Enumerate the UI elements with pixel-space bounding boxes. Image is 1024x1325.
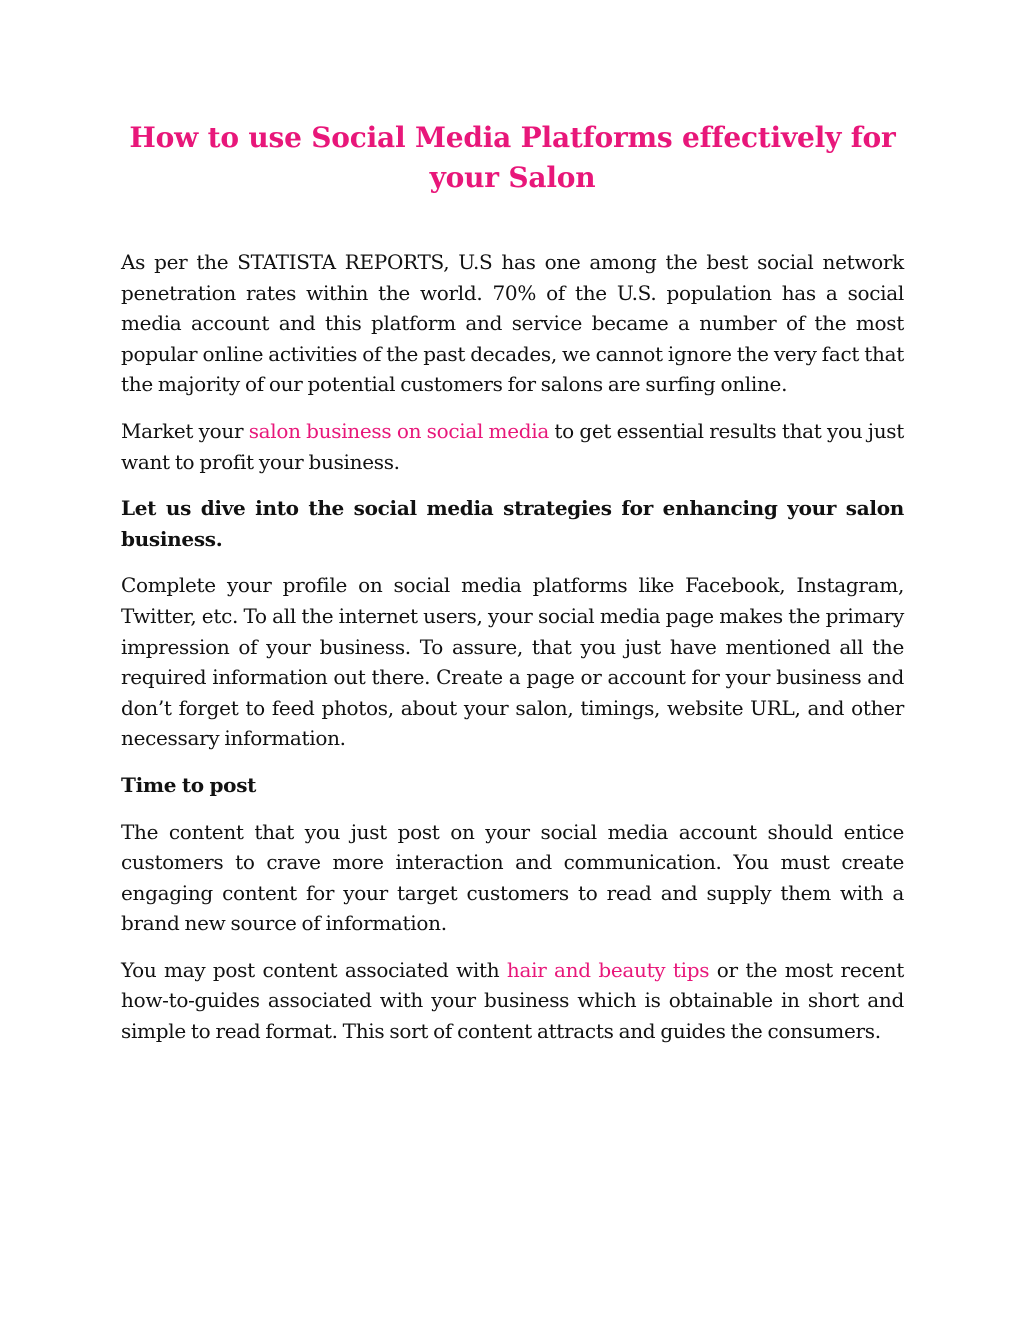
market-text-after: to get essential results that you just want to profit your business. — [121, 418, 904, 474]
document-page — [121, 0, 904, 1047]
intro-paragraph: As per the STATISTA REPORTS, U.S has one among the best social network penetration rates within the world. 70% of the U.S. population has a social media account and this platform and service became a number of the most popular online activities of the past decades, we cannot ignore the very fact that the majority of our potential customers for salons are surfing online. — [121, 250, 904, 397]
hair-beauty-tips-link[interactable]: hair and beauty tips — [506, 957, 710, 982]
salon-business-link[interactable]: salon business on social media — [248, 418, 549, 443]
document-title: How to use Social Media Platforms effectively for your Salon — [129, 121, 896, 194]
tips-text-after: or the most recent how-to-guides associated with your business which is obtainable in short and simple to read format. This sort of content attracts and guides the consumers. — [121, 957, 904, 1044]
content-paragraph: The content that you just post on your social media account should entice customers to crave more interaction and communication. You must create engaging content for your target customers to read and supply them with a brand new source of information. — [121, 819, 904, 936]
tips-paragraph — [121, 955, 904, 1047]
tips-text-before: You may post content associated with — [121, 957, 507, 982]
market-text-before: Market your — [121, 418, 249, 443]
time-to-post-heading: Time to post — [121, 772, 257, 797]
strategies-heading: Let us dive into the social media strategies for enhancing your salon business. — [121, 496, 904, 551]
profile-paragraph: Complete your profile on social media platforms like Facebook, Instagram, Twitter, etc. To all the internet users, your social media page makes the primary impression of your business. To assure, that you just have mentioned all the required information out there. Create a page or account for your business and don’t forget to feed photos, about your salon, timings, website URL, and other necessary information. — [121, 573, 904, 751]
market-paragraph — [121, 416, 904, 477]
